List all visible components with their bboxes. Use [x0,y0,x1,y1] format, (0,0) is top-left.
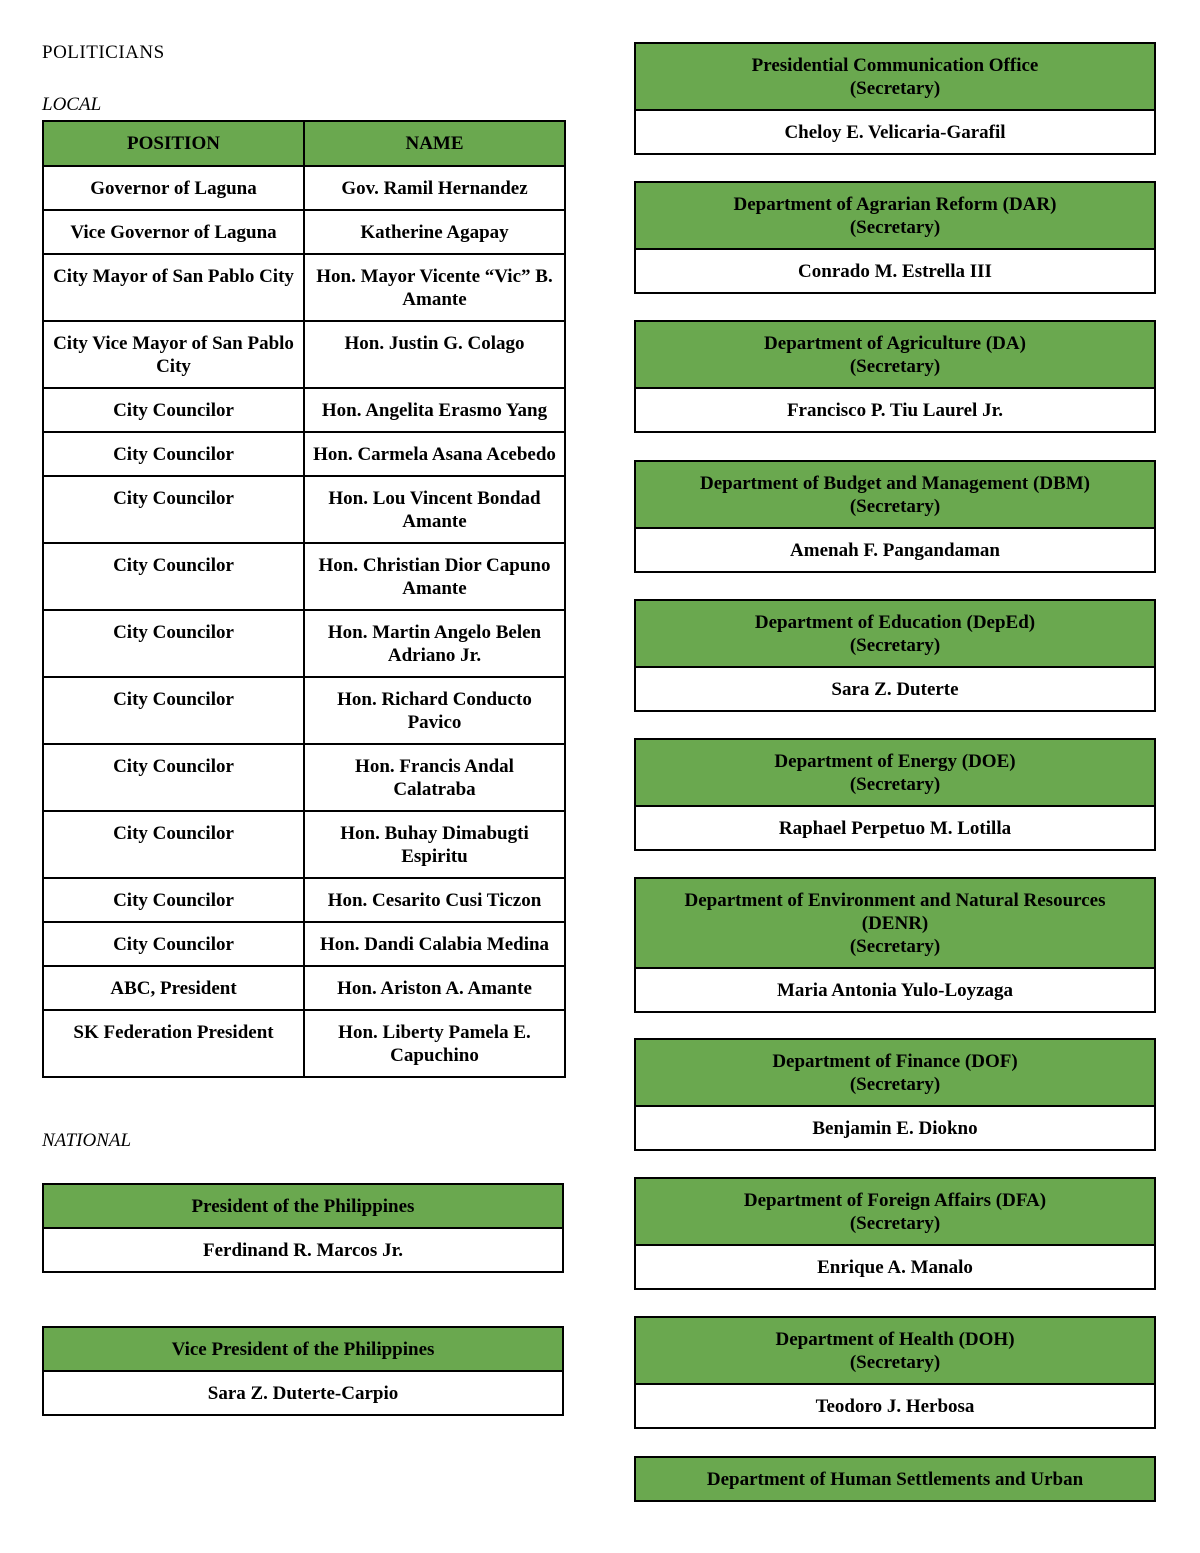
office-name: Department of Environment and Natural Resources (DENR) [684,890,1106,934]
table-row [43,922,565,966]
office-name: Department of Health (DOH) [775,1329,1015,1350]
name-cell: Gov. Ramil Hernandez [304,166,565,210]
table-row [43,321,565,388]
position-cell: City Councilor [43,811,304,878]
office-role: (Secretary) [849,1352,941,1373]
position-cell: City Councilor [43,610,304,677]
office-role: (Secretary) [849,217,941,238]
position-cell: City Councilor [43,388,304,432]
national-section-label: NATIONAL [42,1130,132,1151]
name-cell: Hon. Francis Andal Calatraba [304,744,565,811]
president-box [42,1183,564,1273]
office-box-dbm [634,460,1156,573]
position-cell: City Councilor [43,432,304,476]
position-cell: Vice Governor of Laguna [43,210,304,254]
office-role: (Secretary) [849,496,941,517]
office-box-dfa [634,1177,1156,1290]
office-secretary: Sara Z. Duterte [636,668,1154,710]
office-title [636,183,1154,250]
table-row [43,388,565,432]
president-name: Ferdinand R. Marcos Jr. [44,1229,562,1271]
office-secretary: Conrado M. Estrella III [636,250,1154,292]
name-cell: Hon. Liberty Pamela E. Capuchino [304,1010,565,1077]
column-header-name: NAME [304,121,565,166]
office-name: Department of Agrarian Reform (DAR) [733,194,1057,215]
table-row [43,166,565,210]
office-box-doh [634,1316,1156,1429]
office-box-denr [634,877,1156,1013]
office-title [636,1179,1154,1246]
table-row [43,254,565,321]
table-row [43,1010,565,1077]
position-cell: SK Federation President [43,1010,304,1077]
office-title [636,1318,1154,1385]
office-secretary: Enrique A. Manalo [636,1246,1154,1288]
table-row [43,744,565,811]
office-secretary: Benjamin E. Diokno [636,1107,1154,1149]
vice-president-box [42,1326,564,1416]
office-name: Department of Budget and Management (DBM) [700,473,1090,494]
name-cell: Hon. Richard Conducto Pavico [304,677,565,744]
name-cell: Hon. Dandi Calabia Medina [304,922,565,966]
office-role: (Secretary) [849,78,941,99]
office-name: Department of Foreign Affairs (DFA) [743,1190,1047,1211]
name-cell: Hon. Lou Vincent Bondad Amante [304,476,565,543]
local-section-label: LOCAL [42,94,102,115]
president-title: President of the Philippines [44,1185,562,1229]
table-row [43,543,565,610]
office-name: Department of Education (DepEd) [754,612,1036,633]
office-title [636,1040,1154,1107]
office-title [636,462,1154,529]
name-cell: Katherine Agapay [304,210,565,254]
office-box-doe [634,738,1156,851]
position-cell: City Councilor [43,744,304,811]
office-title [636,322,1154,389]
office-name: Presidential Communication Office [751,55,1039,76]
office-secretary: Francisco P. Tiu Laurel Jr. [636,389,1154,431]
office-role: (Secretary) [849,774,941,795]
office-secretary: Maria Antonia Yulo-Loyzaga [636,969,1154,1011]
position-cell: City Councilor [43,677,304,744]
office-secretary: Amenah F. Pangandaman [636,529,1154,571]
office-secretary: Raphael Perpetuo M. Lotilla [636,807,1154,849]
table-row [43,476,565,543]
position-cell: Governor of Laguna [43,166,304,210]
name-cell: Hon. Carmela Asana Acebedo [304,432,565,476]
table-row [43,677,565,744]
position-cell: City Vice Mayor of San Pablo City [43,321,304,388]
office-title [636,601,1154,668]
position-cell: City Mayor of San Pablo City [43,254,304,321]
table-header-row [43,121,565,166]
office-box-deped [634,599,1156,712]
name-cell: Hon. Christian Dior Capuno Amante [304,543,565,610]
table-row [43,210,565,254]
office-box-da [634,320,1156,433]
position-cell: ABC, President [43,966,304,1010]
position-cell: City Councilor [43,922,304,966]
name-cell: Hon. Martin Angelo Belen Adriano Jr. [304,610,565,677]
office-secretary: Cheloy E. Velicaria-Garafil [636,111,1154,153]
vice-president-name: Sara Z. Duterte-Carpio [44,1372,562,1414]
column-header-position: POSITION [43,121,304,166]
office-title [636,879,1154,969]
position-cell: City Councilor [43,543,304,610]
office-box-pco [634,42,1156,155]
position-cell: City Councilor [43,878,304,922]
office-box-dhsud [634,1456,1156,1502]
table-row [43,811,565,878]
office-role: (Secretary) [849,936,941,957]
office-role: (Secretary) [849,1074,941,1095]
table-row [43,610,565,677]
table-row [43,432,565,476]
office-role: (Secretary) [849,635,941,656]
name-cell: Hon. Ariston A. Amante [304,966,565,1010]
name-cell: Hon. Angelita Erasmo Yang [304,388,565,432]
office-name: Department of Agriculture (DA) [764,333,1026,354]
office-role: (Secretary) [849,356,941,377]
name-cell: Hon. Cesarito Cusi Ticzon [304,878,565,922]
name-cell: Hon. Justin G. Colago [304,321,565,388]
office-secretary: Teodoro J. Herbosa [636,1385,1154,1427]
page-title: POLITICIANS [42,42,165,63]
table-row [43,966,565,1010]
position-cell: City Councilor [43,476,304,543]
office-title [636,44,1154,111]
office-role: (Secretary) [849,1213,941,1234]
name-cell: Hon. Mayor Vicente “Vic” B. Amante [304,254,565,321]
local-officials-table [42,120,566,1078]
name-cell: Hon. Buhay Dimabugti Espiritu [304,811,565,878]
office-box-dof [634,1038,1156,1151]
vice-president-title: Vice President of the Philippines [44,1328,562,1372]
office-title [636,740,1154,807]
office-name: Department of Finance (DOF) [772,1051,1018,1072]
table-row [43,878,565,922]
office-name: Department of Energy (DOE) [774,751,1016,772]
office-title: Department of Human Settlements and Urban [636,1458,1154,1500]
office-box-dar [634,181,1156,294]
